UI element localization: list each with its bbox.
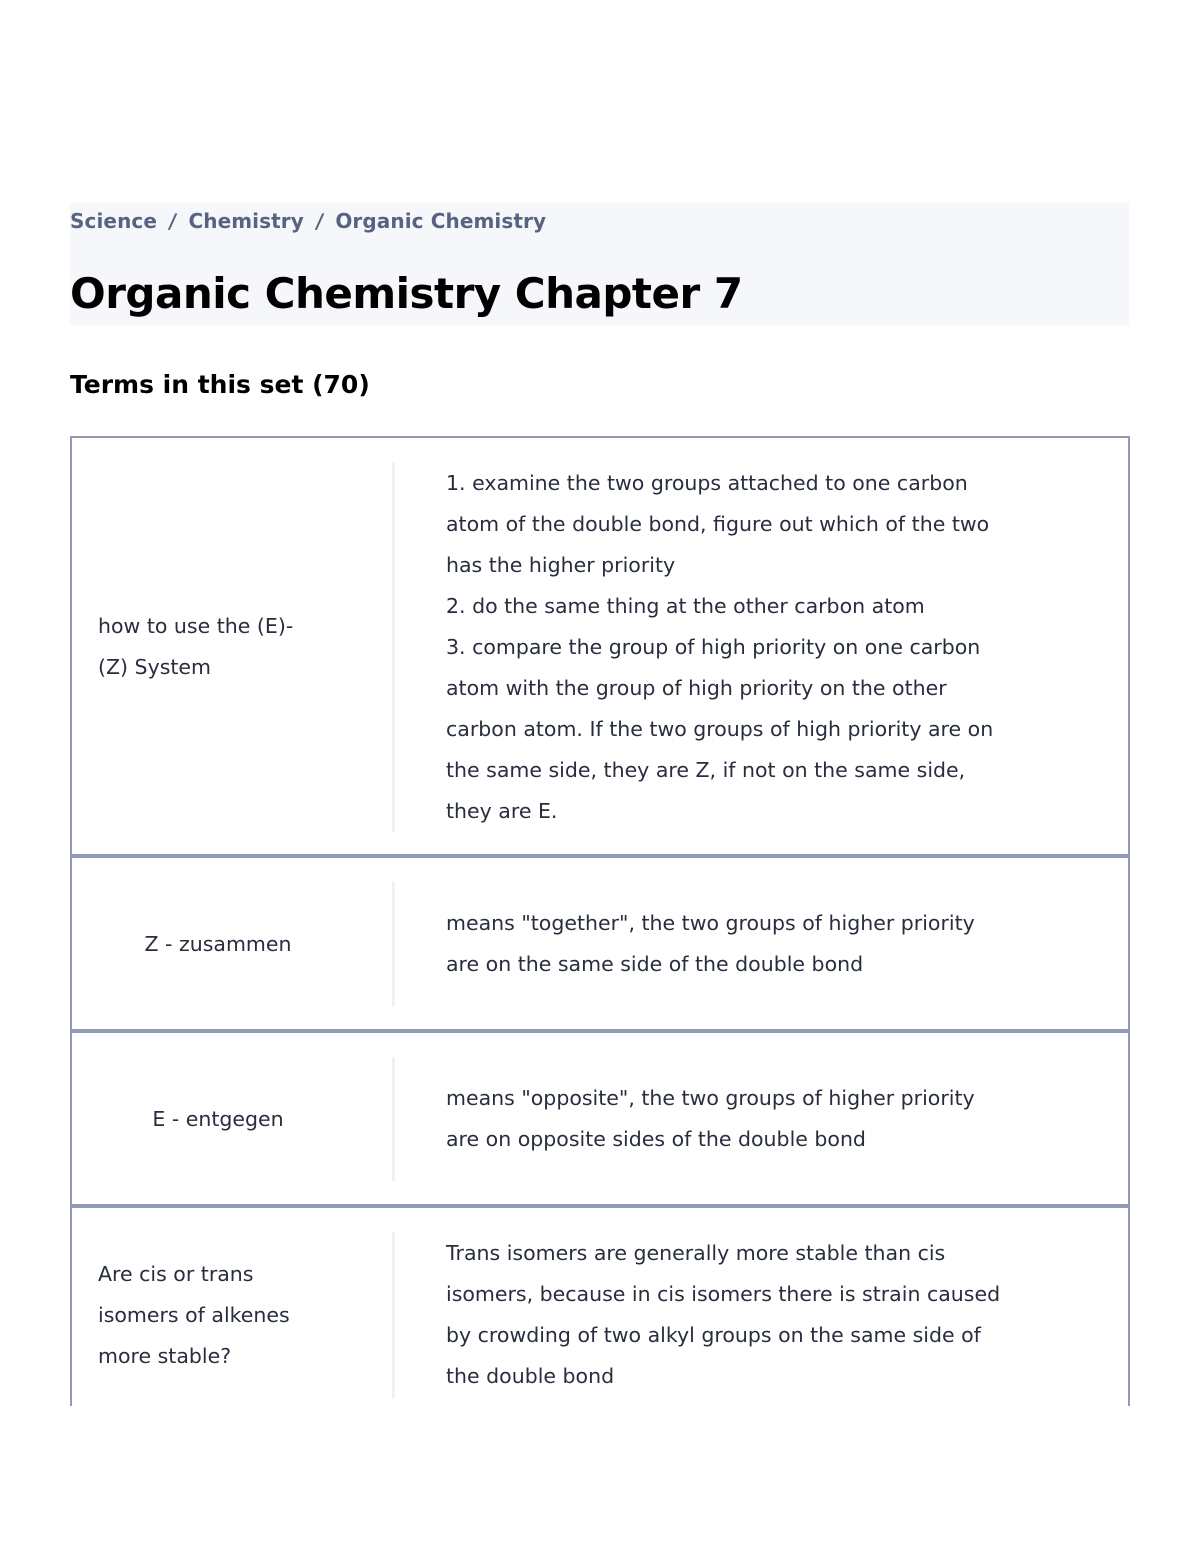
- card-definition: Trans isomers are generally more stable than cis isomers, because in cis isomers there is strain caused by crowding of two alkyl groups on the same side of the double bond: [446, 1241, 1001, 1388]
- breadcrumb: [70, 206, 546, 236]
- breadcrumb-item-organic-chemistry[interactable]: Organic Chemistry: [335, 209, 547, 233]
- card-term: Z - zusammen: [144, 931, 292, 956]
- breadcrumb-separator: /: [314, 209, 325, 233]
- terms-count-heading: Terms in this set (70): [70, 370, 370, 399]
- card-definition: means "opposite", the two groups of higher priority are on opposite sides of the double bond: [446, 1086, 975, 1151]
- card-term: Are cis or trans isomers of alkenes more stable?: [98, 1261, 290, 1368]
- card-divider: [392, 462, 395, 832]
- term-card: [70, 436, 1130, 856]
- term-card: [70, 1206, 1130, 1406]
- term-card-list: [70, 436, 1130, 1406]
- card-divider: [392, 1232, 395, 1398]
- term-card: [70, 1031, 1130, 1206]
- page-title: Organic Chemistry Chapter 7: [70, 269, 743, 318]
- breadcrumb-item-chemistry[interactable]: Chemistry: [188, 209, 304, 233]
- breadcrumb-separator: /: [167, 209, 179, 233]
- breadcrumb-item-science[interactable]: Science: [70, 209, 158, 233]
- card-divider: [392, 1057, 395, 1181]
- card-term: E - entgegen: [152, 1106, 284, 1131]
- card-definition: means "together", the two groups of higher priority are on the same side of the double bond: [446, 911, 975, 976]
- card-divider: [392, 882, 395, 1006]
- card-term: how to use the (E)- (Z) System: [98, 614, 294, 679]
- card-definition: 1. examine the two groups attached to one carbon atom of the double bond, figure out which of the two has the higher priority 2. do the same thing at the other carbon atom 3. compare the group of high priority on one carbon atom with the group of high priority on the other carbon atom. If the two groups of high priority are on the same side, they are Z, if not on the same side, they are E.: [446, 470, 994, 823]
- term-card: [70, 856, 1130, 1031]
